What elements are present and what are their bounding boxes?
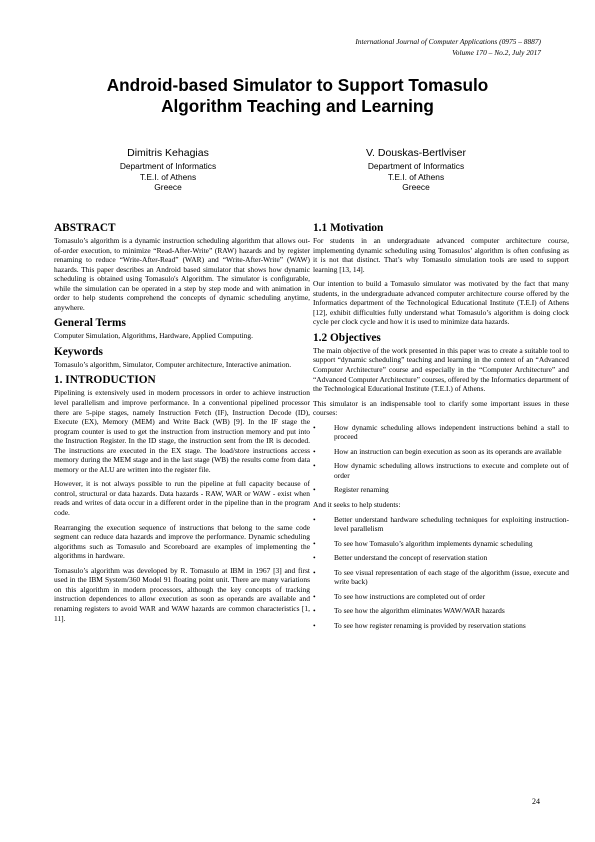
bullet-icon: • [313,553,316,563]
author-name: V. Douskas-Bertlviser [366,147,466,159]
bullet-icon: • [313,514,316,524]
bullet-icon: • [313,485,316,495]
bullet-icon: • [313,538,316,548]
author-name: Dimitris Kehagias [127,147,209,159]
list-item [313,423,569,442]
bullet-icon: • [313,446,316,456]
list-item-text: Better understand hardware scheduling techniques for exploiting instruction-level parallelism [334,514,569,534]
running-header [355,37,541,58]
bullet-icon: • [313,620,316,630]
author-institution: T.E.I. of Athens [139,171,197,182]
objectives-lead: And it seeks to help students: [313,500,401,510]
author-country: Greece [154,182,182,193]
bullet-icon: • [313,606,316,616]
title-line-2: Algorithm Teaching and Learning [161,96,434,116]
author-block-1 [68,146,268,193]
author-department: Department of Informatics [367,161,465,171]
list-item [313,553,569,563]
general-terms-text: Computer Simulation, Algorithms, Hardware, Applied Computing. [54,331,253,341]
objectives-heading: 1.2 Objectives [313,331,381,344]
list-item-text: How dynamic scheduling allows instructions to execute and complete out of order [334,461,569,480]
general-terms-heading: General Terms [54,317,126,330]
introduction-paragraph: Rearranging the execution sequence of instructions that belong to the same code segment can reduce data hazards and improve the performance. Dynamic scheduling algorithms such as Tomasulo and Scoreboard are examples of implementing the algorithms in hardware. [54,522,310,561]
motivation-heading: 1.1 Motivation [313,222,384,234]
list-item-text: To see how instructions are completed out of order [334,591,486,601]
left-column [54,222,310,628]
introduction-paragraph: However, it is not always possible to run the pipeline at full capacity because of control, structural or data hazards. Data hazards - RAW, WAR or WAW - exist when reads and writes of data occur in a different order in the pipeline than in the program code. [54,479,310,518]
motivation-paragraph: Our intention to build a Tomasulo simulator was motivated by the fact that many students, in the undergraduate advanced computer architecture course offered by the Informatics department of the Technological Educational Institute (T.E.I) of Athens [12], exhibit difficulties fully understand what Tomasulo’s algorithm is doing clock cycle per clock cycle and how it is used to minimize data hazards. [313,279,569,327]
author-institution: T.E.I. of Athens [387,171,445,182]
journal-volume: Volume 170 – No.2, July 2017 [452,47,541,57]
list-item [313,621,569,631]
right-column [313,222,569,636]
list-item [313,515,569,534]
bullet-icon: • [313,591,316,601]
introduction-paragraph: Pipelining is extensively used in modern processors in order to achieve instruction level parallelism and improve performance. In a conventional pipelined processor there are 5-pipe stages, namely Instruction Fetch (IF), Instruction Decode (ID), Execute (EX), Memory (MEM) and Write Back (WB) [9]. In the IF stage the program counter is used to get the instruction from instruction memory and put into the Instruction Register. In the ID stage, the instruction sent from the IR is decoded. The instructions are executed in the EX stage. The load/store instructions access memory during the MEM stage and in the last stage (WB) the results come from data memory or the ALU are written into the register file. [54,388,310,474]
author-department: Department of Informatics [119,161,217,171]
bullet-icon: • [313,567,316,577]
list-item [313,606,569,616]
list-item [313,539,569,549]
page-number: 24 [532,797,540,806]
paper-title [60,75,535,117]
objectives-paragraph: The main objective of the work presented in this paper was to create a suitable tool to support “dynamic scheduling” teaching and learning in the context of an “Advanced Computer Architecture” course and especially in the “Computer Architecture” and “Advanced Computer Architecture” courses, offered by the Informatics department of the Technological Educational Institute (T.E.I.) of Athens. [313,345,569,394]
bullet-icon: • [313,422,316,432]
introduction-paragraph: Tomasulo’s algorithm was developed by R. Tomasulo at IBM in 1967 [3] and first used in the IBM System/360 Model 91 floating point unit. There are many variations on this algorithm in modern processors, although the key concepts of tracking instruction dependences to allow execution as soon as operands are available and renaming registers to avoid WAR and WAW hazards are common characteristics [1, 11]. [54,565,310,623]
list-item-text: How dynamic scheduling allows independent instructions behind a stall to proceed [334,422,569,442]
list-item [313,568,569,587]
list-item-text: Register renaming [334,485,389,495]
keywords-heading: Keywords [54,345,103,358]
title-line-1: Android-based Simulator to Support Tomasulo [106,75,489,95]
keywords-text: Tomasulo’s algorithm, Simulator, Computer architecture, Interactive animation. [54,359,292,369]
list-item-text: To see visual representation of each stage of the algorithm (issue, execute and write back) [334,567,569,587]
list-item-text: How an instruction can begin execution as soon as its operands are available [334,446,562,456]
abstract-heading: ABSTRACT [54,222,116,234]
list-item [313,447,569,457]
abstract-text: Tomasulo’s algorithm is a dynamic instruction scheduling algorithm that allows out-of-order execution, to minimize “Read-After-Write” (RAW) hazards and by register renaming to reduce “Write-After-Read” (WAR) and “Write-After-Write” (WAW) hazards. This paper describes an Android based simulator that shows how dynamic scheduling is obtained using Tomasulo's Algorithm. The simulator is configurable, while the simulation can be operated in a step by step mode and with animation in order to help students comprehend the concepts of dynamic scheduling anytime, anywhere. [54,236,310,312]
issues-bullet-list [313,423,569,495]
list-item-text: To see how register renaming is provided by reservation stations [334,620,526,630]
goals-bullet-list [313,515,569,631]
list-item-text: To see how Tomasulo’s algorithm implements dynamic scheduling [334,538,533,548]
journal-name: International Journal of Computer Applications (0975 – 8887) [355,37,541,46]
list-item [313,461,569,480]
author-country: Greece [402,182,430,193]
introduction-heading: 1. INTRODUCTION [54,374,156,387]
list-item [313,592,569,602]
list-item-text: Better understand the concept of reservation station [334,553,488,563]
motivation-paragraph: For students in an undergraduate advanced computer architecture course, implementing dynamic scheduling using Tomasulos’ algorithm is often confusing as it is not that distinct. That’s why Tomasulo simulation tools are used to support learning [13, 14]. [313,236,569,274]
author-block-2 [316,146,516,193]
bullet-icon: • [313,461,316,471]
list-item [313,485,569,495]
objectives-paragraph: This simulator is an indispensable tool to clarify some important issues in these courses: [313,398,569,418]
list-item-text: To see how the algorithm eliminates WAW/WAR hazards [334,606,505,616]
